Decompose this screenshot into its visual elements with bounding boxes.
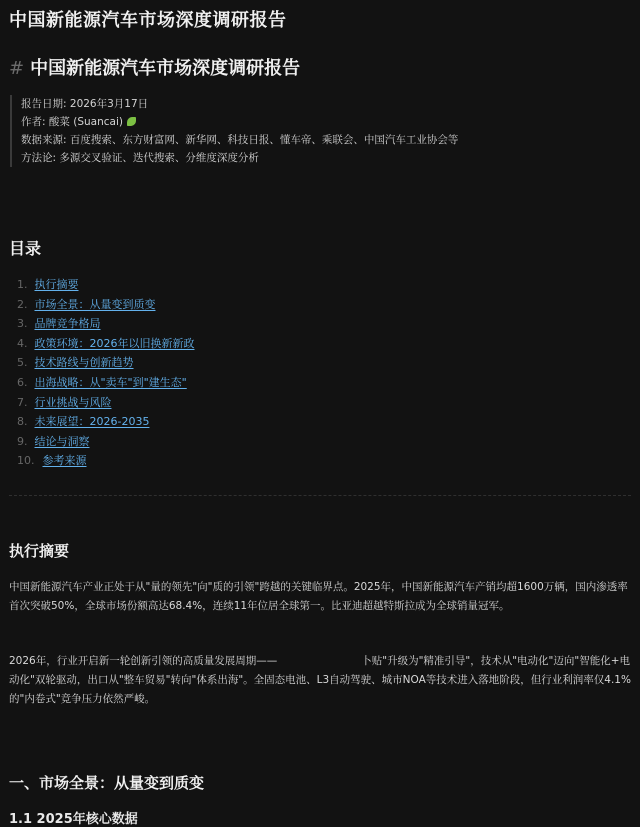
toc-item-number: 7. [17, 395, 28, 409]
section-heading-market: 一、市场全景：从量变到质变 [9, 774, 205, 792]
meta-date [21, 95, 581, 113]
document-title [9, 54, 300, 80]
meta-method [21, 149, 581, 167]
toc-item [17, 334, 195, 354]
toc-item-number: 10. [17, 454, 35, 468]
toc-item-number: 4. [17, 336, 28, 350]
toc-item [17, 412, 195, 432]
toc-link-conclusion[interactable]: 结论与洞察 [34, 434, 90, 448]
summary-paragraph-2 [9, 652, 634, 709]
meta-method-value: 多源交叉验证、迭代搜索、分维度深度分析 [59, 152, 259, 164]
toc-item-number: 3. [17, 317, 28, 331]
meta-author-value: 酸菜 (Suancai) [48, 116, 123, 128]
toc-item-number: 5. [17, 356, 28, 370]
meta-sources-label: 数据来源: [21, 134, 67, 146]
toc-item [17, 275, 195, 295]
report-meta-block [10, 95, 581, 167]
heading-hash-marker: # [9, 58, 25, 79]
toc-item [17, 295, 195, 315]
toc-item [17, 393, 195, 413]
toc-heading: 目录 [9, 239, 42, 258]
section-heading-summary: 执行摘要 [9, 542, 70, 560]
toc-link-brands[interactable]: 品牌竞争格局 [34, 317, 101, 331]
summary-paragraph-2-part-a: 2026年，行业开启新一轮创新引领的高质量发展周期—— [9, 655, 278, 667]
toc-link-challenges[interactable]: 行业挑战与风险 [34, 395, 112, 409]
meta-method-label: 方法论: [21, 152, 57, 164]
toc-link-technology[interactable]: 技术路线与创新趋势 [34, 356, 134, 370]
document-title-text: 中国新能源汽车市场深度调研报告 [30, 58, 301, 79]
toc-item [17, 451, 195, 471]
toc-list [17, 275, 195, 471]
toc-link-policy[interactable]: 政策环境：2026年以旧换新新政 [34, 336, 195, 350]
meta-sources-value: 百度搜索、东方财富网、新华网、科技日报、懂车帝、乘联会、中国汽车工业协会等 [69, 134, 459, 146]
window-title: 中国新能源汽车市场深度调研报告 [9, 10, 287, 31]
meta-author-label: 作者: [21, 116, 46, 128]
leaf-icon [127, 117, 136, 126]
subsection-heading-2025-data: 1.1 2025年核心数据 [9, 812, 138, 827]
toc-link-market[interactable]: 市场全景：从量变到质变 [34, 297, 156, 311]
meta-date-label: 报告日期: [21, 98, 67, 110]
toc-item [17, 373, 195, 393]
section-divider [9, 495, 631, 496]
toc-item-number: 9. [17, 434, 28, 448]
toc-link-summary[interactable]: 执行摘要 [34, 278, 79, 291]
toc-item-number: 1. [17, 278, 28, 291]
summary-paragraph-1: 中国新能源汽车产业正处于从"量的领先"向"质的引领"跨越的关键临界点。2025年，中国新能源汽车产销均超1600万辆，国内渗透率首次突破50%，全球市场份额高达68.4%，连续11年位居全球第一。比亚迪超越特斯拉成为全球销量冠军。 [9, 581, 628, 612]
meta-author [21, 113, 581, 131]
toc-item-number: 6. [17, 375, 28, 389]
toc-item [17, 353, 195, 373]
summary-paragraph-2-part-b: 卜贴"升级为"精准引导"，技术从"电动化"迈向"智能化+电动化"双轮驱动，出口从"整车贸易"转向"体系出海"。全固态电池、L3自动驾驶、城市NOA等技术进入落地阶段，但行业利润率仅4.1%的"内卷式"竞争压力依然严峻。 [9, 655, 631, 705]
toc-item-number: 2. [17, 297, 28, 311]
toc-item [17, 432, 195, 452]
toc-link-overseas[interactable]: 出海战略：从"卖车"到"建生态" [34, 375, 187, 389]
toc-link-references[interactable]: 参考来源 [42, 454, 87, 468]
meta-date-value: 2026年3月17日 [69, 98, 149, 110]
toc-link-outlook[interactable]: 未来展望：2026-2035 [34, 415, 150, 429]
toc-item [17, 314, 195, 334]
meta-sources [21, 131, 581, 149]
toc-item-number: 8. [17, 415, 28, 429]
